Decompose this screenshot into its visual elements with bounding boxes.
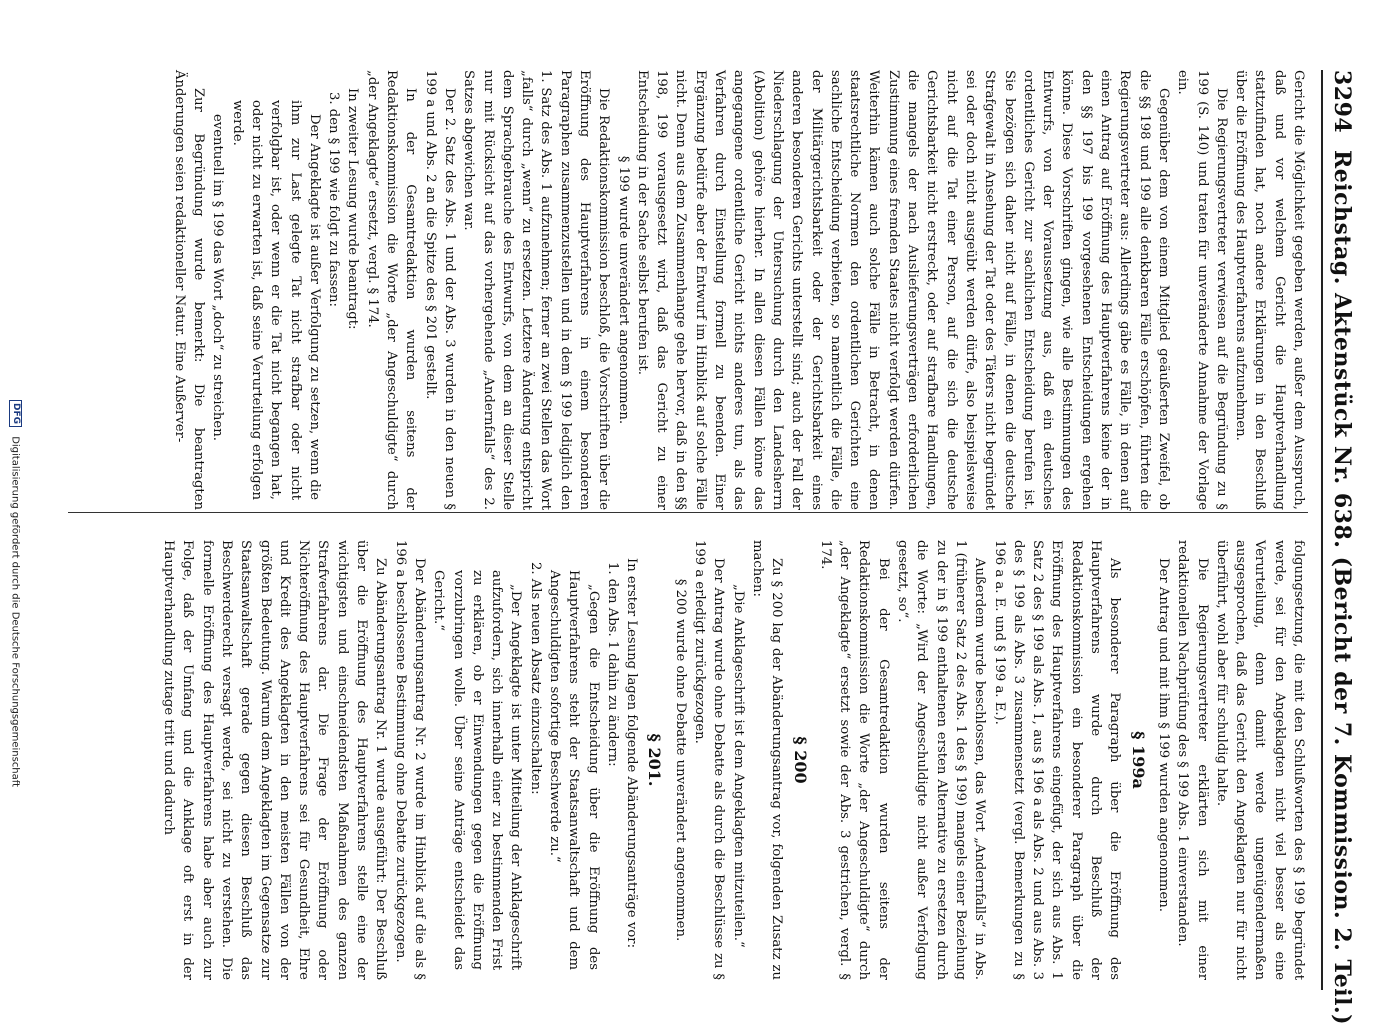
section-heading: § 199a bbox=[1128, 731, 1148, 789]
section-heading: § 200 bbox=[790, 736, 810, 784]
paragraph: In der Gesamtredaktion wurden seitens der Redaktionskommission die Worte „der Angeschuldigte“ durch „der Angeklagte“ ersetzt, vergl. § 174. bbox=[364, 70, 419, 510]
paragraph: Die Redaktionskommission beschloß, die Vorschriften über die Eröffnung des Hauptverfahrens in einem besonderen Paragraphen zusammenzustellen und in dem § 199 lediglich den 1. Satz des Abs. 1 aufzunehmen; ferner an zwei Stellen das Wort „falls“ durch „wenn“ zu ersetzen. Letztere Änderung entspricht dem Sprachgebrauche des Entwurfs, von dem an dieser Stelle nur mit Rücksicht auf das vorhergehende „Andernfalls“ des 2. Satzes abgewichen war. bbox=[461, 70, 612, 510]
footer-text: Digitalisierung gefördert durch die Deutsche Forschungsgemeinschaft bbox=[9, 436, 21, 788]
paragraph: § 200 wurde ohne Debatte unverändert angenommen. bbox=[672, 578, 688, 942]
paragraph: „Der Angeklagte ist unter Mitteilung der Anklageschrift aufzufordern, sich innerhalb einer zu bestimmenden Frist zu erklären, ob er Einwendungen gegen die Eröffnung vorzubringen wolle. Über seine Anträge entscheidet das Gericht.“ bbox=[431, 570, 524, 970]
paragraph: Die Regierungsvertreter erklärten sich mit einer redaktionellen Nachprüfung des § 199 Abs. 1 einverstanden. bbox=[1175, 540, 1210, 980]
column-divider bbox=[68, 512, 1308, 513]
paragraph: Bei der Gesamtredaktion wurden seitens der Redaktionskommission die Worte „der Angeschuldigte“ durch „der Angeklagte“ ersetzt sowie der Abs. 3 gestrichen, vergl. § 174. bbox=[817, 540, 891, 980]
paragraph: Zur Begründung wurde bemerkt: Die beantragten Änderungen seien redaktioneller Natur. Eine Außerver- bbox=[171, 70, 207, 510]
paragraph: Gericht die Möglichkeit gegeben werden, außer dem Ausspruch, daß und vor welchem Gericht die Hauptverhandlung stattzufinden hat, noch andere Erklärungen in den Beschluß über die Eröffnung des Hauptverfahrens aufzunehmen. bbox=[1233, 70, 1306, 510]
paragraph: In zweiter Lesung wurde beantragt: bbox=[345, 88, 361, 330]
page-number: 3294 bbox=[1329, 70, 1355, 134]
paragraph: Der Angeklagte ist außer Verfolgung zu setzen, wenn die ihm zur Last gelegte Tat nicht strafbar oder nicht verfolgbar ist, oder wenn er die Tat nicht begangen hat, oder nicht zu erwarten ist, daß seine Verurteilung erfolgen werde. bbox=[229, 100, 322, 500]
paragraph: Gegenüber dem von einem Mitglied geäußerten Zweifel, ob die §§ 198 und 199 alle denkbaren Fälle erschöpfen, führten die Regierungsvertreter aus: Allerdings gäbe es Fälle, in denen auf einen Antrag auf Eröffnung des Hauptverfahrens keine der in den §§ 197 bis 199 vorgesehenen Entscheidungen ergehen könne. Diese Vorschriften gingen, wie alle Bestimmungen des Entwurfs, von der Voraussetzung aus, daß ein deutsches ordentliches Gericht zur sachlichen Entscheidung berufen ist. Sie bezögen sich daher nicht auf Fälle, in denen die deutsche Strafgewalt in Ansehung der Tat oder des Täters nicht begründet sei oder doch nicht ausgeübt werden dürfe, also beispielsweise nicht auf die Tat einer Person, auf die sich die deutsche Gerichtsbarkeit nicht erstreckt, oder auf strafbare Handlungen, die mangels der nach Auslieferungsverträgen erforderlichen Zustimmung eines fremden Staates nicht verfolgt werden dürfen. Weiterhin kämen auch solche Fälle in Betracht, in denen staatsrechtliche Normen den ordentlichen Gerichten eine sachliche Entscheidung verbieten, so namentlich die Fälle, die der Militärgerichtsbarkeit oder der Gerichtsbarkeit eines anderen besonderen Gerichts unterstellt sind; auch der Fall der Niederschlagung der Untersuchung durch den Landesherrn (Abolition) gehöre hierher. In allen diesen Fällen könne das angegangene ordentliche Gericht nichts anderes tun, als das Verfahren durch Einstellung formell zu beenden. Einer Ergänzung bedürfe aber der Entwurf im Hinblick auf solche Fälle nicht. Denn aus dem Zusammenhange gehe hervor, daß in den §§ 198, 199 vorausgesetzt wird, daß das Gericht zu einer Entscheidung in der Sache selbst berufen ist. bbox=[634, 70, 1171, 510]
paragraph: Der Abänderungsantrag Nr. 2 wurde im Hinblick auf die als § 196 a beschlossene Bestimmung ohne Debatte zurückgezogen. bbox=[392, 540, 427, 980]
page-header bbox=[1325, 70, 1365, 1025]
paragraph: Der 2. Satz des Abs. 1 und der Abs. 3 wurden in den neuen § 199 a und Abs. 2 an die Spitze des § 201 gestellt. bbox=[422, 70, 457, 510]
paragraph: 3. den § 199 wie folgt zu fassen: bbox=[326, 92, 342, 307]
right-column bbox=[159, 540, 1308, 980]
paragraph: 2. Als neuen Absatz einzuschalten: bbox=[527, 562, 543, 795]
paragraph: Außerdem wurde beschlossen, das Wort „Andernfalls“ in Abs. 1 (früherer Satz 2 des Abs. 1 des § 199) mangels einer Beziehung zu der in § 199 enthaltenen ersten Alternative zu ersetzen durch die Worte: „Wird der Angeschuldigte nicht außer Verfolgung gesetzt, so“. bbox=[895, 540, 988, 980]
paragraph: Der Antrag und mit ihm § 199 wurden angenommen. bbox=[1155, 558, 1171, 912]
footer-credit bbox=[4, 400, 22, 1000]
paragraph: Die Regierungsvertreter verwiesen auf die Begründung zu § 199 (S. 140) und traten für unveränderte Annahme der Vorlage ein. bbox=[1175, 70, 1229, 510]
paragraph: Zu Abänderungsantrag Nr. 1 wurde ausgeführt: Der Beschluß über die Eröffnung des Hauptverfahrens stelle eine der wichtigsten und einschneidendsten Maßnahmen des ganzen Strafverfahrens dar. Die Frage der Eröffnung oder Nichteröffnung des Hauptverfahrens sei für Gesundheit, Ehre und Kredit des Angeklagten in den meisten Fällen von der größten Bedeutung. Warum dem Angeklagten im Gegensatze zur Staatsanwaltschaft gerade gegen diesen Beschluß das Beschwerderecht versagt werde, sei nicht zu verstehen. Die formelle Eröffnung des Hauptverfahrens habe aber auch zur Folge, daß der Umfang und die Anklage oft erst in der Hauptverhandlung zutage tritt und dadurch bbox=[161, 540, 389, 980]
paragraph: „Die Anklageschrift ist dem Angeklagten mitzuteilen.“ bbox=[730, 584, 746, 948]
dfg-logo: DFG bbox=[9, 400, 22, 427]
page-title: Reichstag. Aktenstück Nr. 638. (Bericht der 7. Kommission. 2. Teil.) bbox=[1329, 150, 1355, 1025]
paragraph: In erster Lesung lagen folgende Abänderungsanträge vor: bbox=[624, 558, 640, 949]
paragraph: folgungsetzung, die mit den Schlußworten des § 199 begründet werde, sei für den Angeklagten nicht viel besser als eine Verurteilung, denn damit werde ungenügendermaßen ausgesprochen, daß das Gericht den Angeklagten nur für nicht überführt, wohl aber für schuldig halte. bbox=[1213, 540, 1306, 980]
paragraph: Der Antrag wurde ohne Debatte als durch die Beschlüsse zu § 199 a erledigt zurückgezogen. bbox=[692, 540, 727, 980]
paragraph: Zu § 200 lag der Abänderungsantrag vor, folgenden Zusatz zu machen: bbox=[749, 540, 785, 980]
section-heading: § 201. bbox=[645, 733, 665, 787]
paragraph: „Gegen die Entscheidung über die Eröffnung des Hauptverfahrens steht der Staatsanwaltschaft und dem Angeschuldigten sofortige Beschwerde zu.“ bbox=[547, 570, 601, 970]
header-rule bbox=[1321, 70, 1323, 990]
left-column bbox=[169, 70, 1308, 510]
paragraph: eventuell im § 199 das Wort „doch“ zu streichen. bbox=[210, 114, 226, 441]
paragraph: Als besonderer Paragraph über die Eröffnung des Hauptverfahrens wurde durch Beschluß der Redaktionskommission ein besonderer Paragraph über die Eröffnung des Hauptverfahrens eingefügt, der sich aus Abs. 1 Satz 2 des § 199 als Abs. 1, aus § 196 a als Abs. 2 und aus Abs. 3 des § 199 als Abs. 3 zusammensetzt (vergl. Bemerkungen zu § 196 a a. E. und § 199 a. E.). bbox=[991, 540, 1123, 980]
paragraph: § 199 wurde unverändert angenommen. bbox=[615, 155, 631, 425]
paragraph: 1. den Abs. 1 dahin zu ändern: bbox=[604, 562, 620, 767]
